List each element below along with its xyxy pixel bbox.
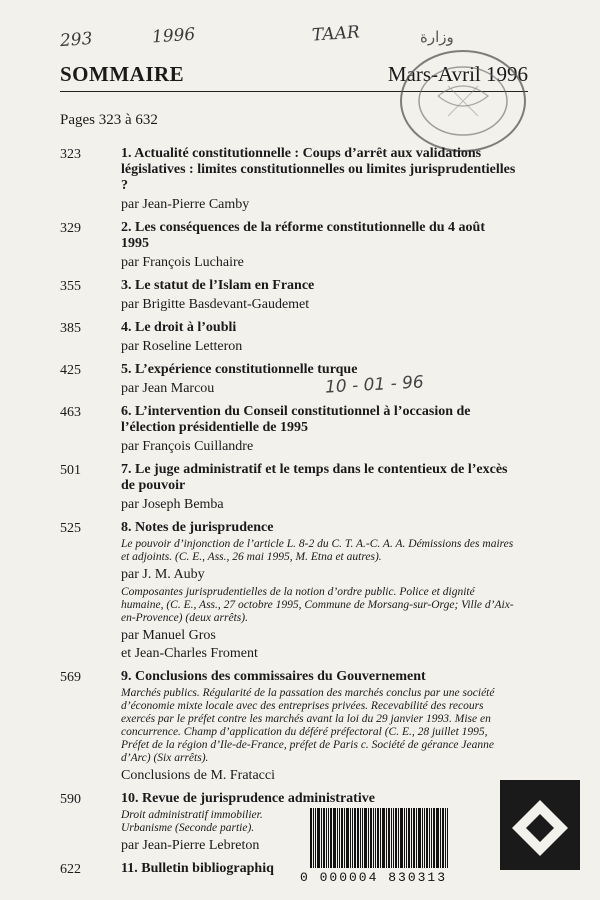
table-of-contents (60, 146, 516, 884)
toc-page-number: 385 (60, 321, 81, 336)
toc-page-number: 590 (60, 792, 81, 807)
toc-page-number: 569 (60, 670, 81, 685)
toc-title: 7. Le juge administratif et le temps dans le contentieux de l’excès de pouvoir (121, 462, 508, 493)
toc-author: par François Cuillandre (121, 439, 254, 454)
library-stamp (368, 46, 548, 161)
toc-entry (60, 146, 516, 214)
toc-title: 11. Bulletin bibliographiq (121, 861, 274, 876)
handwritten-code-center: TAAR (311, 22, 361, 46)
handwritten-year: 1996 (151, 24, 196, 48)
stamp-date-annotation: 10 - 01 - 96 (324, 372, 425, 398)
toc-entry (60, 669, 516, 785)
toc-author: Conclusions de M. Fratacci (121, 768, 275, 783)
pages-range: Pages 323 à 632 (60, 112, 158, 128)
toc-entry (60, 320, 516, 356)
toc-author: par Joseph Bemba (121, 497, 224, 512)
barcode (300, 808, 590, 900)
handwritten-code-left: 293 (59, 28, 94, 52)
toc-title: 3. Le statut de l’Islam en France (121, 278, 315, 293)
toc-subtitle: Composantes jurisprudentielles de la notion d’ordre public. Police et dignité humaine, (C. E., Ass., 27 octobre 1995, Commune de Morsang-sur-Orge; Ville d’Aix-en-Provence) (deux arrêts). (121, 586, 514, 624)
toc-subtitle: Urbanisme (Seconde partie). (121, 822, 255, 834)
toc-title: 1. Actualité constitutionnelle : Coups d’arrêt aux validations législatives : limites constitutionnelles ou limites jurisprudentielles ? (121, 146, 516, 193)
toc-title: 10. Revue de jurisprudence administrative (121, 791, 375, 806)
toc-author: par Jean-Pierre Camby (121, 197, 250, 212)
toc-entry (60, 362, 516, 398)
toc-entry (60, 520, 516, 663)
toc-author: par François Luchaire (121, 255, 244, 270)
toc-page-number: 463 (60, 405, 81, 420)
toc-title: 6. L’intervention du Conseil constitutionnel à l’occasion de l’élection présidentielle de 1995 (121, 404, 471, 435)
toc-author: et Jean-Charles Froment (121, 646, 258, 661)
toc-subtitle: Droit administratif immobilier. (121, 809, 263, 821)
publisher-logo-icon (500, 780, 580, 870)
toc-entry (60, 462, 516, 514)
toc-author: par Jean-Pierre Lebreton (121, 838, 260, 853)
toc-title: 2. Les conséquences de la réforme constitutionnelle du 4 août 1995 (121, 220, 485, 251)
toc-title: 8. Notes de jurisprudence (121, 520, 274, 535)
toc-page-number: 355 (60, 279, 81, 294)
toc-title: 9. Conclusions des commissaires du Gouvernement (121, 669, 426, 684)
toc-author: par J. M. Auby (121, 567, 205, 582)
barcode-bars (310, 808, 490, 868)
toc-title: 5. L’expérience constitutionnelle turque (121, 362, 358, 377)
toc-page-number: 525 (60, 521, 81, 536)
toc-author: par Roseline Letteron (121, 339, 243, 354)
issue-date: Mars-Avril 1996 (387, 62, 528, 86)
toc-entry (60, 404, 516, 456)
toc-subtitle: Marchés publics. Régularité de la passation des marchés conclus par une société d’économie mixte locale avec des entreprises privées. Recevabilité des recours exercés par le préfet contre les marchés avant la loi du 29 janvier 1993. Mise en concurrence. Champ d’application du déféré préfectoral (C. E., 28 juillet 1995, Préfet de la région d’Ile-de-France, préfet de Paris c. Société de gérance Jeanne d’Arc) (Six arrêts). (121, 687, 495, 764)
toc-page-number: 622 (60, 862, 81, 877)
toc-page-number: 329 (60, 221, 81, 236)
page-title: SOMMAIRE (60, 62, 185, 86)
barcode-digits: 0 000004 830313 (300, 870, 448, 885)
handwritten-arabic-note: وزارة (420, 28, 454, 46)
toc-author: par Brigitte Basdevant-Gaudemet (121, 297, 310, 312)
toc-page-number: 501 (60, 463, 81, 478)
toc-entry (60, 220, 516, 272)
toc-title: 4. Le droit à l’oubli (121, 320, 237, 335)
toc-author: par Manuel Gros (121, 628, 216, 643)
toc-subtitle: Le pouvoir d’injonction de l’article L. 8-2 du C. T. A.-C. A. A. Démissions des maires et adjoints. (C. E., Ass., 26 mai 1995, M. Etna et autres). (121, 538, 514, 563)
toc-author: par Jean Marcou (121, 381, 215, 396)
toc-page-number: 323 (60, 147, 81, 162)
toc-page-number: 425 (60, 363, 81, 378)
toc-entry (60, 278, 516, 314)
